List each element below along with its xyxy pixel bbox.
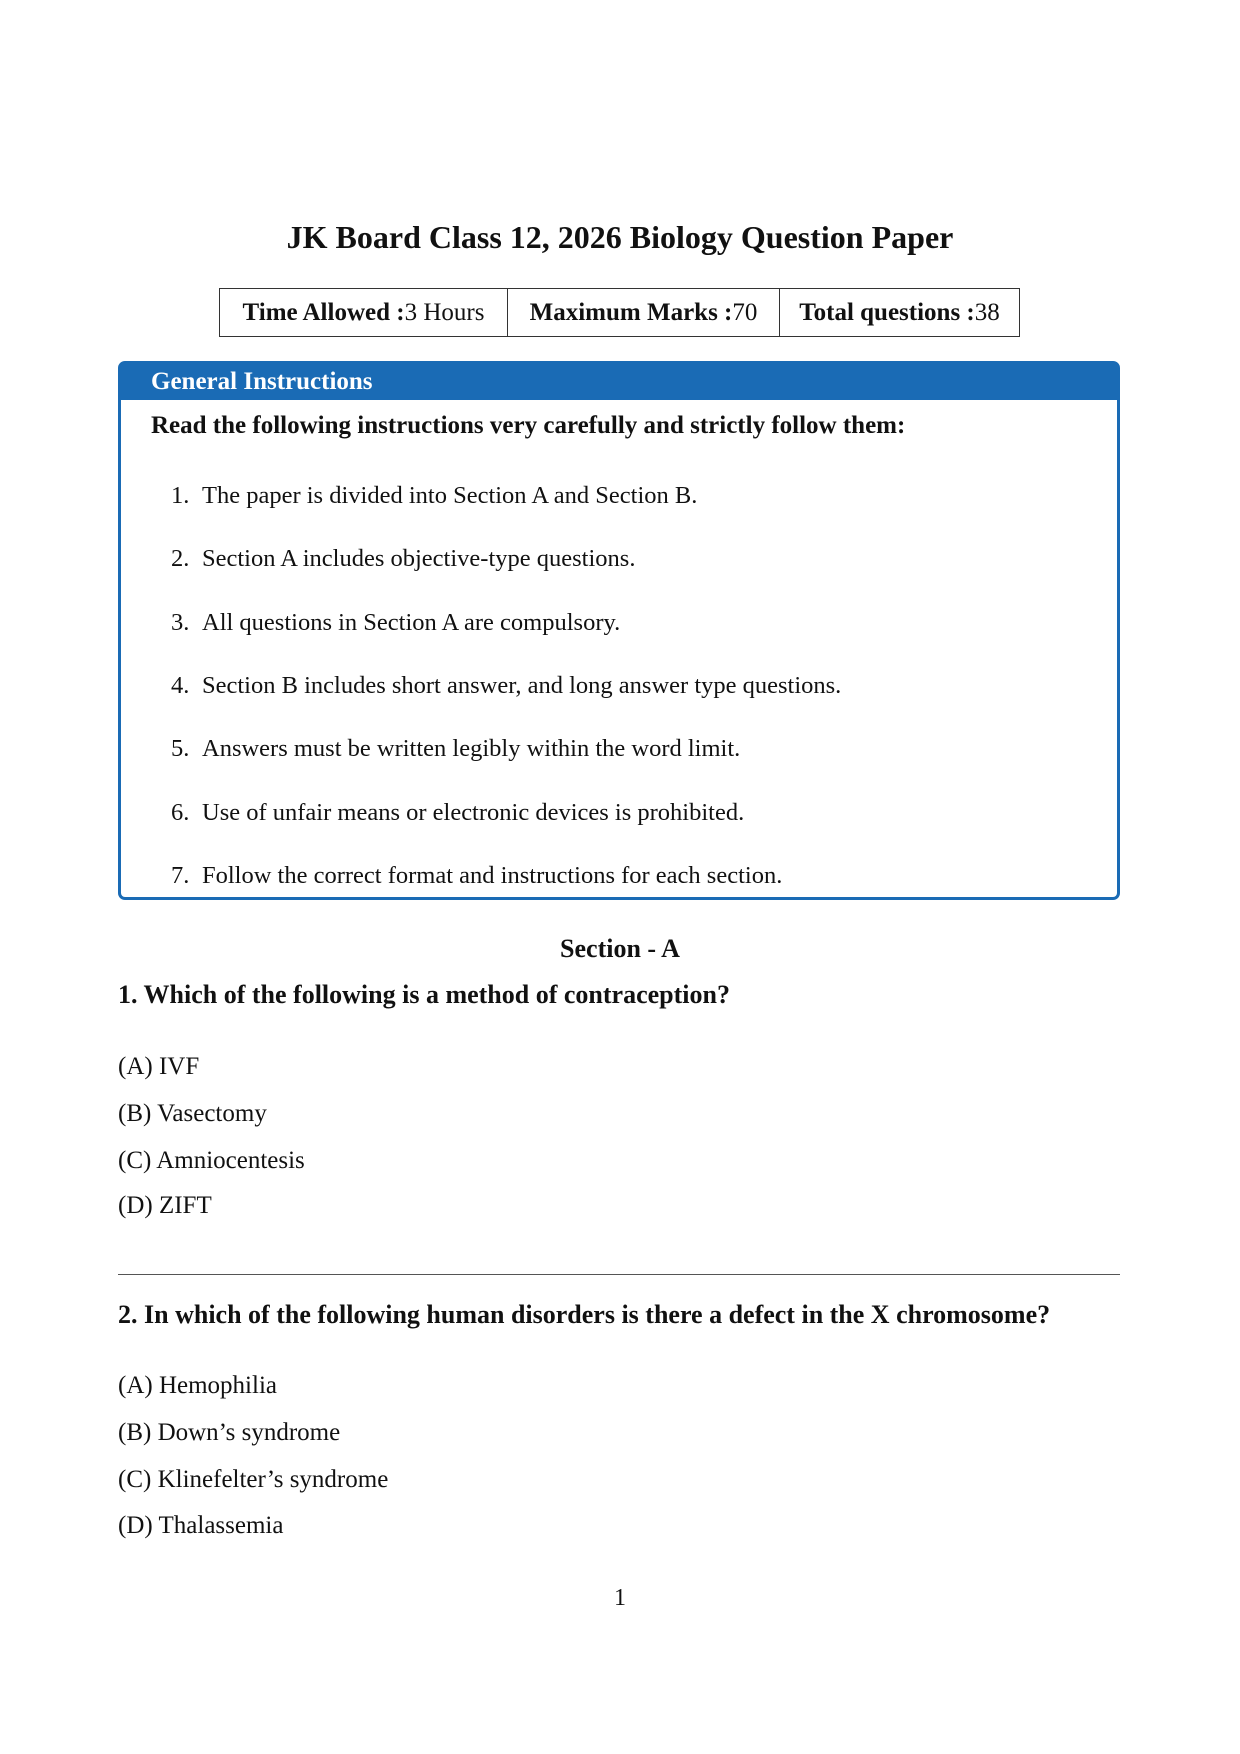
item-number: 5. bbox=[171, 735, 190, 762]
item-number: 3. bbox=[171, 609, 190, 636]
instructions-heading: General Instructions bbox=[121, 364, 1117, 400]
instruction-item bbox=[171, 672, 841, 700]
section-heading: Section - A bbox=[560, 934, 680, 963]
question-1: 1. Which of the following is a method of contraception? bbox=[118, 980, 730, 1009]
option: (D) Thalassemia bbox=[118, 1512, 284, 1539]
exam-meta-table bbox=[219, 288, 1020, 337]
item-text: Section B includes short answer, and long answer type questions. bbox=[202, 672, 842, 699]
item-number: 4. bbox=[171, 672, 190, 699]
item-number: 6. bbox=[171, 799, 190, 826]
general-instructions-box bbox=[118, 361, 1120, 900]
instruction-item bbox=[171, 862, 782, 890]
item-text: The paper is divided into Section A and Section B. bbox=[202, 482, 698, 509]
item-text: Follow the correct format and instructions for each section. bbox=[202, 862, 783, 889]
instruction-item bbox=[171, 482, 697, 510]
item-number: 7. bbox=[171, 862, 190, 889]
time-allowed-value: 3 Hours bbox=[404, 298, 485, 326]
question-2: 2. In which of the following human disorders is there a defect in the X chromosome? bbox=[118, 1300, 1051, 1329]
option: (C) Amniocentesis bbox=[118, 1147, 305, 1174]
option: (D) ZIFT bbox=[118, 1192, 212, 1219]
option: (A) Hemophilia bbox=[118, 1372, 277, 1399]
time-allowed-cell bbox=[220, 289, 508, 336]
item-text: Section A includes objective-type questions. bbox=[202, 545, 636, 572]
page-title: JK Board Class 12, 2026 Biology Question Paper bbox=[286, 219, 954, 255]
instructions-lead: Read the following instructions very carefully and strictly follow them: bbox=[151, 412, 906, 439]
item-text: Use of unfair means or electronic devices is prohibited. bbox=[202, 799, 745, 826]
item-text: All questions in Section A are compulsory. bbox=[202, 609, 621, 636]
item-number: 2. bbox=[171, 545, 190, 572]
instruction-item bbox=[171, 735, 740, 763]
maximum-marks-label: Maximum Marks : bbox=[529, 298, 733, 326]
instruction-item bbox=[171, 545, 635, 573]
page-number: 1 bbox=[614, 1585, 626, 1611]
divider bbox=[118, 1274, 1120, 1275]
instruction-item bbox=[171, 799, 744, 827]
total-questions-cell bbox=[780, 289, 1019, 336]
option: (B) Down’s syndrome bbox=[118, 1419, 341, 1446]
item-text: Answers must be written legibly within the word limit. bbox=[202, 735, 741, 762]
time-allowed-label: Time Allowed : bbox=[242, 298, 405, 326]
total-questions-value: 38 bbox=[974, 298, 1000, 326]
instruction-item bbox=[171, 609, 620, 637]
option: (A) IVF bbox=[118, 1053, 200, 1080]
option: (C) Klinefelter’s syndrome bbox=[118, 1466, 389, 1493]
item-number: 1. bbox=[171, 482, 190, 509]
maximum-marks-value: 70 bbox=[732, 298, 758, 326]
total-questions-label: Total questions : bbox=[799, 298, 975, 326]
option: (B) Vasectomy bbox=[118, 1100, 267, 1127]
maximum-marks-cell bbox=[508, 289, 780, 336]
